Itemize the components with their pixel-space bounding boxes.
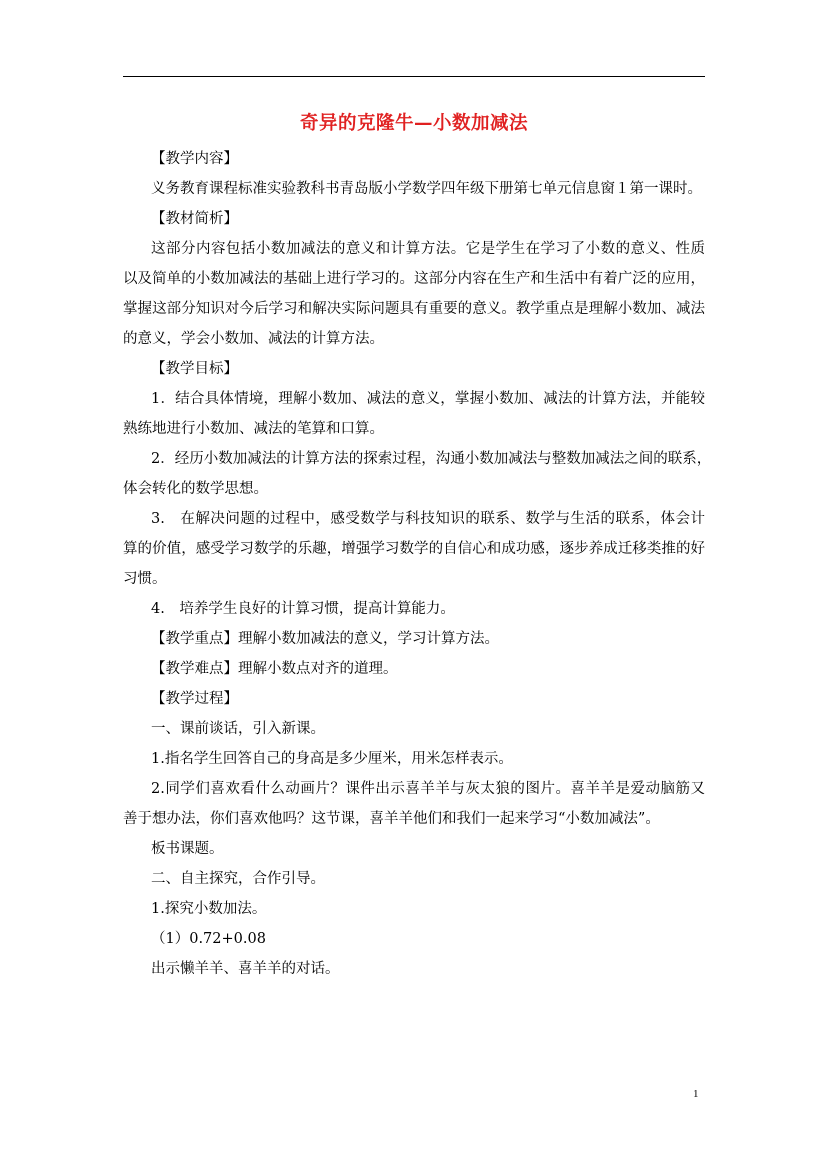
paragraph-line: 板书课题。 (151, 841, 224, 857)
paragraph-line: 体会转化的数学思想。 (123, 481, 268, 497)
paragraph-line: 算的价值，感受学习数学的乐趣，增强学习数学的自信心和成功感，逐步养成迁移类推的好 (123, 541, 705, 557)
paragraph-line: 3. 在解决问题的过程中，感受数学与科技知识的联系、数学与生活的联系，体会计 (151, 511, 705, 527)
paragraph-line: 1.指名学生回答自己的身高是多少厘米，用米怎样表示。 (151, 751, 513, 767)
header-rule (123, 76, 705, 77)
paragraph-line: 1．结合具体情境，理解小数加、减法的意义，掌握小数加、减法的计算方法，并能较 (151, 391, 705, 407)
paragraph-line: 熟练地进行小数加、减法的笔算和口算。 (123, 421, 384, 437)
paragraph-line: 一、课前谈话，引入新课。 (151, 721, 325, 737)
paragraph-line: 2．经历小数加减法的计算方法的探索过程，沟通小数加减法与整数加减法之间的联系， (151, 451, 712, 467)
paragraph-line: 掌握这部分知识对今后学习和解决实际问题具有重要的意义。教学重点是理解小数加、减法 (123, 301, 705, 317)
paragraph-line: 【教学难点】理解小数点对齐的道理。 (151, 661, 398, 677)
paragraph-line: 2.同学们喜欢看什么动画片？课件出示喜羊羊与灰太狼的图片。喜羊羊是爱动脑筋又 (151, 781, 705, 797)
page-number: 1 (693, 1088, 699, 1100)
paragraph-line: 习惯。 (123, 571, 167, 587)
paragraph-line: （1）0.72+0.08 (151, 931, 266, 947)
paragraph-line: 4. 培养学生良好的计算习惯，提高计算能力。 (151, 601, 455, 617)
paragraph-line: 1.探究小数加法。 (151, 901, 267, 917)
paragraph-line: 【教学内容】 (151, 151, 238, 167)
paragraph-line: 以及简单的小数加减法的基础上进行学习的。这部分内容在生产和生活中有着广泛的应用， (123, 271, 705, 287)
paragraph-line: 二、自主探究，合作引导。 (151, 871, 325, 887)
paragraph-line: 【教材简析】 (151, 211, 238, 227)
paragraph-line: 【教学过程】 (151, 691, 238, 707)
paragraph-line: 的意义，学会小数加、减法的计算方法。 (123, 331, 384, 347)
document-body (123, 144, 712, 984)
paragraph-line: 出示懒羊羊、喜羊羊的对话。 (151, 961, 340, 977)
document-title: 奇异的克隆牛—小数加减法 (299, 113, 528, 134)
paragraph-line: 这部分内容包括小数加减法的意义和计算方法。它是学生在学习了小数的意义、性质 (151, 241, 705, 257)
paragraph-line: 善于想办法，你们喜欢他吗？这节课，喜羊羊他们和我们一起来学习“小数加减法”。 (123, 811, 660, 827)
paragraph-line: 【教学重点】理解小数加减法的意义，学习计算方法。 (151, 631, 499, 647)
paragraph-line: 义务教育课程标准实验教科书青岛版小学数学四年级下册第七单元信息窗１第一课时。 (151, 181, 702, 197)
paragraph-line: 【教学目标】 (151, 361, 238, 377)
